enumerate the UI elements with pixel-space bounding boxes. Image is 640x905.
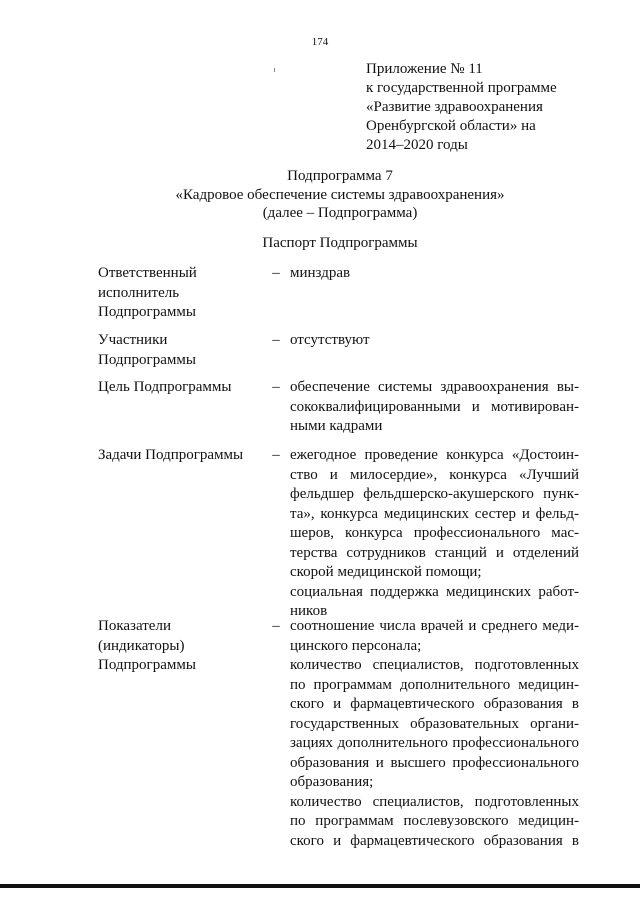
bottom-rule	[0, 884, 640, 888]
content-paragraph	[290, 378, 579, 437]
row-dash: –	[272, 332, 280, 348]
row-content-responsible	[290, 264, 579, 284]
row-dash: –	[272, 379, 280, 395]
content-paragraph	[290, 446, 579, 583]
content-line: терства сотрудников станций и отделений	[290, 544, 579, 561]
label-line: Подпрограммы	[98, 304, 196, 320]
content-line: образования;	[290, 774, 374, 790]
row-label-participants	[98, 331, 268, 370]
heading-line: (далее – Подпрограмма)	[262, 205, 418, 221]
content-line: обеспечение системы здравоохранения вы-	[290, 379, 579, 395]
label-line: Цель Подпрограммы	[98, 379, 232, 395]
label-line: Участники	[98, 332, 168, 348]
heading-line: Подпрограмма 7	[287, 168, 393, 184]
appendix-line: Оренбургской области» на	[366, 118, 536, 134]
row-content-goal	[290, 378, 579, 437]
content-line: цинского персонала;	[290, 637, 422, 654]
label-line: (индикаторы)	[98, 637, 185, 654]
content-line: государственных образовательных органи-	[290, 715, 579, 732]
content-line: скорой медицинской помощи;	[290, 564, 482, 580]
label-line: Показатели	[98, 618, 171, 634]
content-line: по программам дополнительного медицин-	[290, 676, 579, 693]
row-content-participants	[290, 331, 579, 351]
appendix-note	[366, 60, 616, 155]
appendix-line: к государственной программе	[366, 80, 557, 96]
appendix-line: Приложение № 11	[366, 61, 483, 77]
content-paragraph	[290, 656, 579, 793]
row-dash: –	[272, 447, 280, 463]
content-line: ежегодное проведение конкурса «Достоин-	[290, 447, 579, 463]
row-dash: –	[272, 265, 280, 281]
content-paragraph	[290, 617, 579, 656]
content-line: отсутствуют	[290, 332, 370, 348]
label-line: Ответственный	[98, 265, 197, 281]
row-label-goal	[98, 378, 268, 398]
row-label-tasks	[98, 446, 268, 466]
content-line: фельдшер фельдшерско-акушерского пунк-	[290, 486, 579, 502]
appendix-line: «Развитие здравоохранения	[366, 99, 543, 115]
content-line: количество специалистов, подготовленных	[290, 657, 579, 673]
label-line: Подпрограммы	[98, 351, 196, 368]
content-line: количество специалистов, подготовленных	[290, 793, 579, 810]
content-line: ными кадрами	[290, 418, 383, 434]
label-line: Задачи Подпрограммы	[98, 447, 244, 463]
row-label-indicators	[98, 617, 268, 676]
label-line: Подпрограммы	[98, 657, 196, 673]
scan-speck	[274, 68, 275, 72]
subprogram-heading	[0, 167, 640, 223]
content-line: та», конкурса медицинских сестер и фельд-	[290, 505, 579, 522]
row-content-tasks	[290, 446, 579, 622]
row-content-indicators	[290, 617, 579, 851]
passport-title: Паспорт Подпрограммы	[262, 235, 418, 251]
content-line: социальная поддержка медицинских работ-	[290, 583, 579, 600]
row-dash: –	[272, 618, 280, 634]
content-line: образования и высшего профессионального	[290, 754, 579, 771]
content-line: ского и фармацевтического образования в	[290, 696, 579, 712]
content-line: сококвалифицированными и мотивирован-	[290, 398, 579, 415]
content-line: ников	[290, 603, 328, 619]
heading-line: «Кадровое обеспечение системы здравоохранения»	[175, 186, 505, 203]
label-line: исполнитель	[98, 284, 180, 301]
content-line: ство и милосердие», конкурса «Лучший	[290, 466, 579, 483]
appendix-line: 2014–2020 годы	[366, 137, 468, 153]
page-number: 174	[311, 36, 329, 48]
row-label-responsible	[98, 264, 268, 323]
content-line: ского и фармацевтического образования в	[290, 832, 579, 849]
content-paragraph	[290, 264, 579, 284]
content-paragraph	[290, 583, 579, 622]
content-line: соотношение числа врачей и среднего меди-	[290, 618, 579, 634]
content-line: шеров, конкурса профессионального мас-	[290, 525, 579, 541]
content-paragraph	[290, 793, 579, 852]
content-line: по программам послевузовского медицин-	[290, 813, 579, 829]
content-line: минздрав	[290, 265, 351, 281]
content-paragraph	[290, 331, 579, 351]
content-line: зациях дополнительного профессионального	[290, 735, 579, 751]
